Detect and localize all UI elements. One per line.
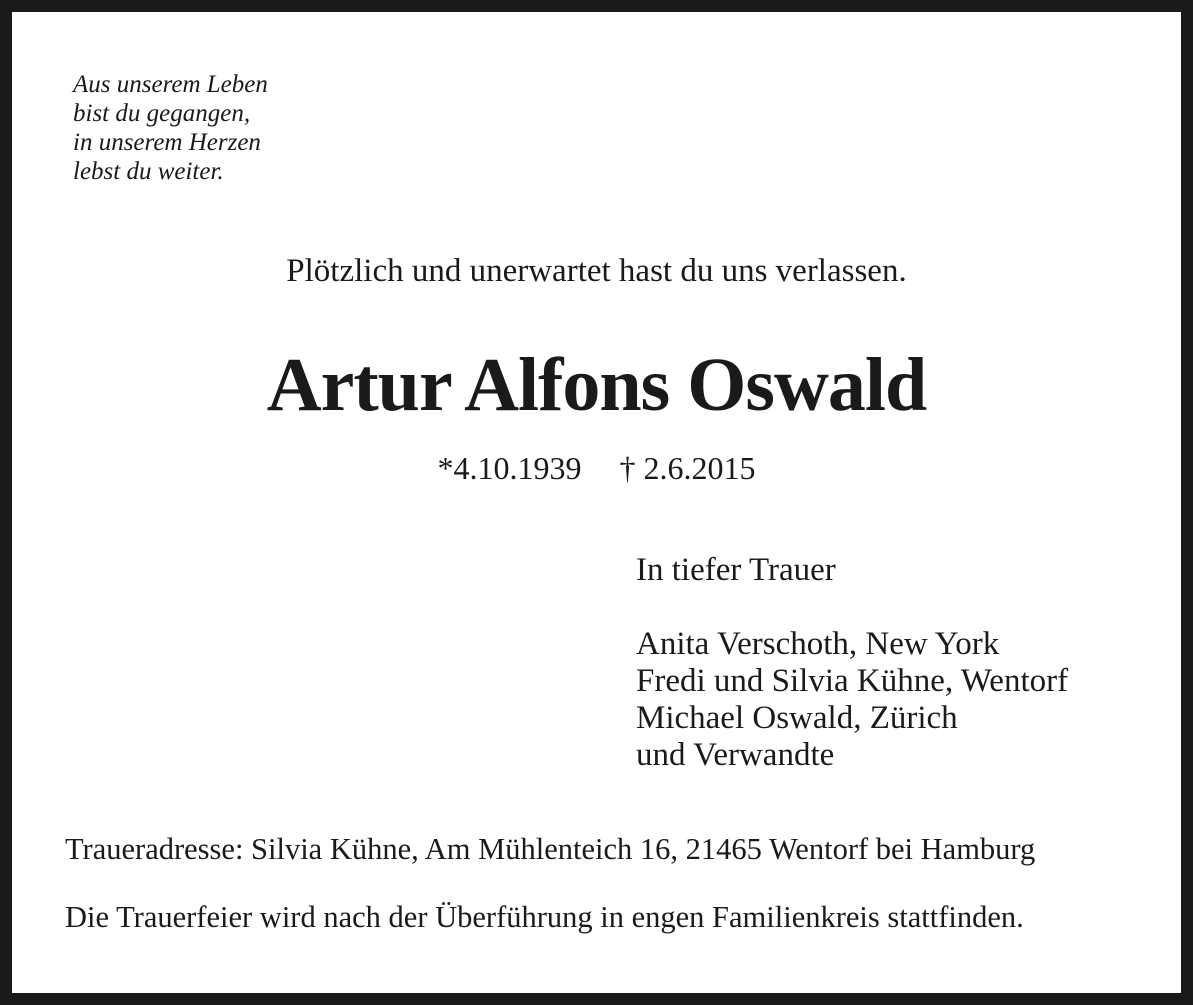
deceased-name: Artur Alfons Oswald — [266, 343, 927, 427]
mourner-name: Michael Oswald, Zürich — [636, 700, 958, 736]
mourning-spacer — [636, 589, 1068, 626]
motto-line: Aus unserem Leben — [73, 71, 268, 98]
mourner-name: und Verwandte — [636, 737, 835, 773]
mourner-name: Anita Verschoth, New York — [636, 626, 1000, 662]
mourning-heading: In tiefer Trauer — [636, 552, 836, 588]
death-date: † 2.6.2015 — [619, 450, 756, 486]
life-dates — [0, 448, 1193, 488]
motto-line: lebst du weiter. — [73, 158, 224, 185]
motto-line: bist du gegangen, — [73, 100, 251, 127]
ceremony-note: Die Trauerfeier wird nach der Überführung in engen Familienkreis stattfinden. — [65, 900, 1024, 934]
mourning-address: Traueradresse: Silvia Kühne, Am Mühlenteich 16, 21465 Wentorf bei Hamburg — [65, 832, 1036, 866]
intro-text: Plötzlich und unerwartet hast du uns verlassen. — [286, 253, 907, 289]
birth-date: *4.10.1939 — [437, 450, 582, 486]
motto-line: in unserem Herzen — [73, 129, 261, 156]
mourner-name: Fredi und Silvia Kühne, Wentorf — [636, 663, 1069, 699]
mourners-block — [636, 552, 1068, 774]
motto-verse — [73, 70, 268, 186]
